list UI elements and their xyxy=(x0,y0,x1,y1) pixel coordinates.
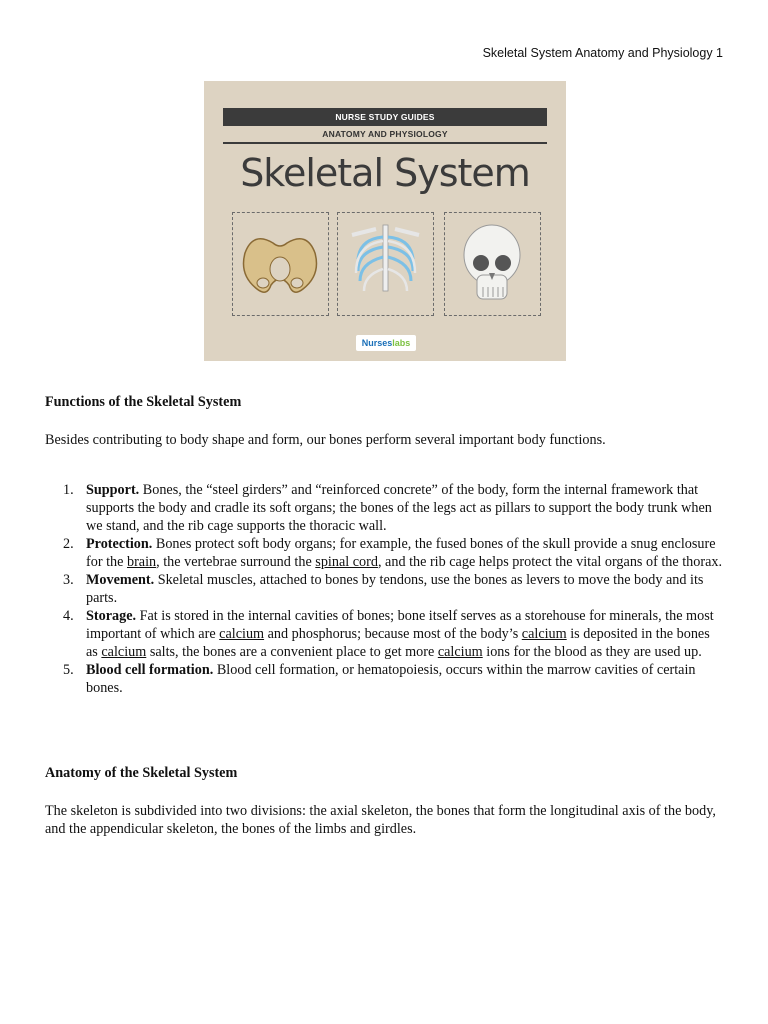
cover-banner-top: NURSE STUDY GUIDES xyxy=(223,108,547,126)
link-calcium[interactable]: calcium xyxy=(219,626,265,642)
link-calcium[interactable]: calcium xyxy=(101,644,147,660)
list-item: 4. Storage. Fat is stored in the internal cavities of bones; bone itself serves as a storehouse for minerals, the most important of which are calcium and phosphorus; because most of the body’s calcium is deposited in the bones as calcium salts, the bones are a convenient place to get more calcium ions for the blood as they are used up. xyxy=(63,608,714,660)
item-term: Movement. xyxy=(86,572,155,588)
list-item: 1. Support. Bones, the “steel girders” and “reinforced concrete” of the body, form the internal framework that supports the body and cradle its soft organs; the bones of the legs act as pillars to support the body trunk when we stand, and the rib cage supports the thoracic wall. xyxy=(63,482,712,534)
link-calcium[interactable]: calcium xyxy=(521,626,567,642)
item-term: Storage. xyxy=(86,608,137,624)
pelvis-icon xyxy=(232,212,329,316)
list-item: 5. Blood cell formation. Blood cell formation, or hematopoiesis, occurs within the marrow cavities of certain bones. xyxy=(63,662,696,696)
anatomy-body: The skeleton is subdivided into two divisions: the axial skeleton, the bones that form the longitudinal axis of the body, and the appendicular skeleton, the bones of the limbs and girdles. xyxy=(45,803,716,837)
item-term: Protection. xyxy=(86,536,153,552)
functions-intro: Besides contributing to body shape and form, our bones perform several important body functions. xyxy=(45,432,606,448)
ribcage-icon xyxy=(337,212,434,316)
list-item: 3. Movement. Skeletal muscles, attached to bones by tendons, use the bones as levers to move the body and its parts. xyxy=(63,572,704,606)
link-calcium[interactable]: calcium xyxy=(437,644,483,660)
functions-list xyxy=(45,481,725,697)
anatomy-heading-block xyxy=(45,764,725,782)
item-term: Support. xyxy=(86,482,140,498)
functions-heading-block xyxy=(45,393,725,411)
functions-list-block xyxy=(45,481,725,697)
running-header: Skeletal System Anatomy and Physiology 1 xyxy=(482,46,723,60)
functions-intro-block xyxy=(45,431,725,449)
link-spinal-cord[interactable]: spinal cord xyxy=(315,554,378,570)
functions-heading: Functions of the Skeletal System xyxy=(45,394,242,410)
item-term: Blood cell formation. xyxy=(86,662,214,678)
cover-image xyxy=(204,81,566,361)
skull-icon xyxy=(444,212,541,316)
anatomy-heading: Anatomy of the Skeletal System xyxy=(45,765,238,781)
list-item: 2. Protection. Bones protect soft body organs; for example, the fused bones of the skull provide a snug enclosure for the brain, the vertebrae surround the spinal cord, and the rib cage helps protect the vital organs of the thorax. xyxy=(63,536,723,570)
link-brain[interactable]: brain xyxy=(126,554,157,570)
nurseslabs-logo: Nurseslabs xyxy=(356,335,416,351)
cover-banner-bottom: ANATOMY AND PHYSIOLOGY xyxy=(223,126,547,144)
anatomy-body-block xyxy=(45,802,725,838)
cover-title: Skeletal System xyxy=(240,151,530,195)
